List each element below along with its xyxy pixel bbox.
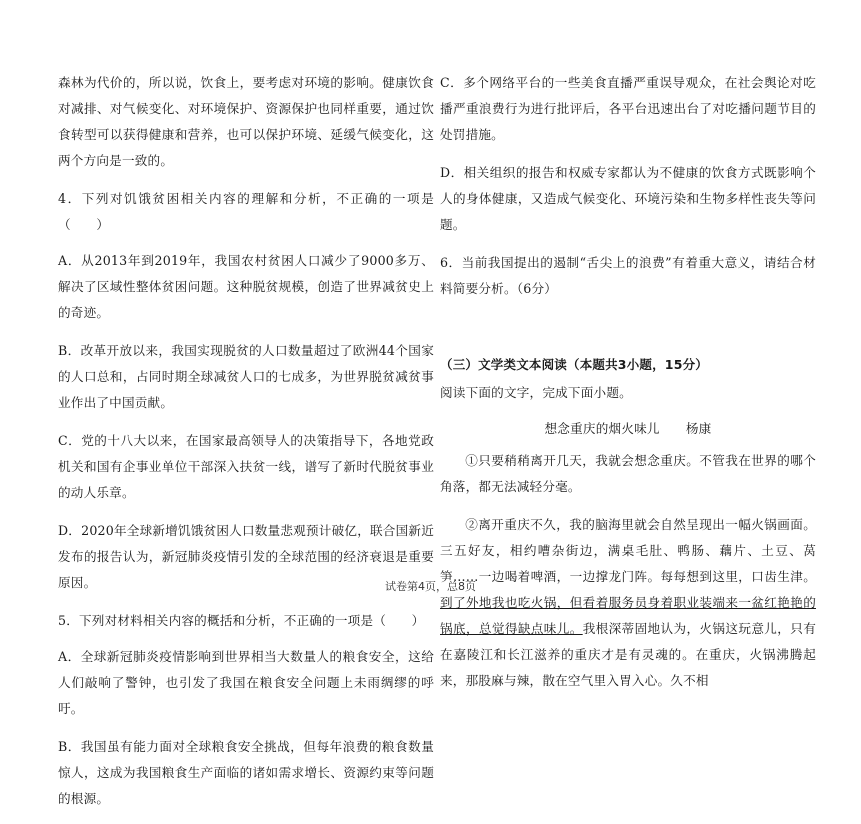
question-4-option-a: A．从2013年到2019年，我国农村贫困人口减少了9000多万、解决了区域性整体贫困问题。这种脱贫规模，创造了世界减贫史上的奇迹。 [58,253,434,320]
question-4-stem: 4．下列对饥饿贫困相关内容的理解和分析，不正确的一项是（ ） [58,191,434,232]
page-footer: 试卷第4页，总8页 [385,580,476,593]
question-4-option-b: B．改革开放以来，我国实现脱贫的人口数量超过了欧洲44个国家的人口总和，占同时期全球减贫人口的七成多，为世界脱贫减贫事业作出了中国贡献。 [58,343,434,410]
article-paragraph-1: ①只要稍稍离开几天，我就会想念重庆。不管我在世界的哪个角落，都无法减轻分毫。 [440,453,816,494]
article-paragraph-2 [440,512,816,694]
reading-instruction: 阅读下面的文字，完成下面小题。 [440,385,632,400]
question-5-option-b: B．我国虽有能力面对全球粮食安全挑战，但每年浪费的粮食数量惊人，这成为我国粮食生产面临的诸如需求增长、资源约束等问题的根源。 [58,739,434,806]
article-heading [440,416,816,442]
underlined-sentence: 到了外地我也吃火锅，但看着服务员身着职业装端来一盆红艳艳的锅底，总觉得缺点味儿。 [440,595,816,636]
question-6: 6．当前我国提出的遏制“舌尖上的浪费”有着重大意义，请结合材料简要分析。（6分） [440,255,816,296]
question-4-option-d: D．2020年全球新增饥饿贫困人口数量悲观预计破亿，联合国新近发布的报告认为，新冠肺炎疫情引发的全球范围的经济衰退是重要原因。 [58,523,434,590]
question-4-option-c: C．党的十八大以来，在国家最高领导人的决策指导下，各地党政机关和国有企事业单位干部深入扶贫一线，谱写了新时代脱贫事业的动人乐章。 [58,433,434,500]
article-paragraph-2-start: ②离开重庆不久，我的脑海里就会自然呈现出一幅火锅画面。三五好友，相约嘈杂街边，满桌毛肚、鸭肠、藕片、土豆、莴笋……一边喝着啤酒，一边撑龙门阵。每每想到这里，口齿生津。 [440,517,816,584]
article-paragraph-2-end: 我根深蒂固地认为，火锅这玩意儿，只有在嘉陵江和长江滋养的重庆才是有灵魂的。在重庆，火锅沸腾起来，那股麻与辣，散在空气里入胃入心。久不相 [440,621,816,688]
left-column [58,70,434,824]
question-5-option-c: C．多个网络平台的一些美食直播严重误导观众，在社会舆论对吃播严重浪费行为进行批评后，各平台迅速出台了对吃播问题节目的处罚措施。 [440,75,816,142]
question-5-option-a: A．全球新冠肺炎疫情影响到世界相当大数量人的粮食安全，这给人们敲响了警钟，也引发了我国在粮食安全问题上未雨绸缪的呼吁。 [58,649,434,716]
article-author: 杨康 [685,421,712,436]
article-title: 想念重庆的烟火味儿 [544,421,660,436]
question-5-stem: 5．下列对材料相关内容的概括和分析，不正确的一项是（ ） [58,613,425,628]
right-column [440,70,816,706]
section-title: （三）文学类文本阅读（本题共3小题，15分） [440,357,708,372]
passage-continuation: 森林为代价的，所以说，饮食上，要考虑对环境的影响。健康饮食对减排、对气候变化、对环境保护、资源保护也同样重要，通过饮食转型可以获得健康和营养，也可以保护环境、延缓气候变化，这两个方向是一致的。 [58,75,434,168]
question-5-option-d: D．相关组织的报告和权威专家都认为不健康的饮食方式既影响个人的身体健康，又造成气候变化、环境污染和生物多样性丧失等问题。 [440,165,816,232]
